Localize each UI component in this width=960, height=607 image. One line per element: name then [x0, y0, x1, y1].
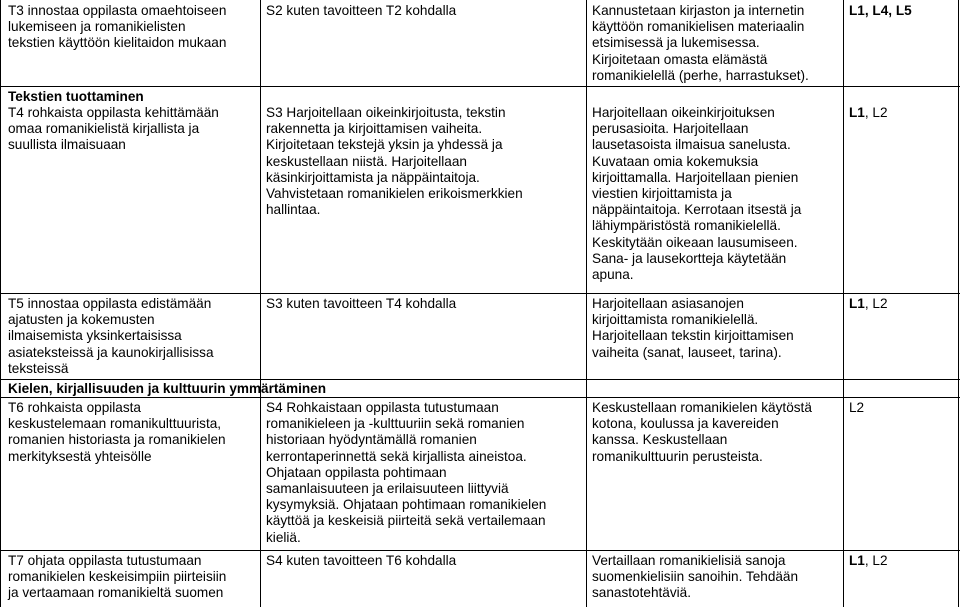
goal-cell-t4: T4 rohkaista oppilasta kehittämään omaa romanikielistä kirjallista ja suullista ilmaisuaan: [8, 105, 219, 153]
activity-cell-t7: Vertaillaan romanikielisiä sanoja suomenkielisiin sanoihin. Tehdään sanastotehtäviä.: [592, 553, 799, 601]
content-cell-t3: S2 kuten tavoitteen T2 kohdalla: [266, 3, 457, 18]
goal-cell-t5: T5 innostaa oppilasta edistämään ajatusten ja kokemusten ilmaisemista yksinkertaisissa asiateksteissä ja kaunokirjallisissa teksteissä: [8, 296, 214, 376]
areas-rest: , L2: [864, 296, 888, 311]
content-cell-t6: S4 Rohkaistaan oppilasta tutustumaan romanikieleen ja -kulttuuriin sekä romanien historiaan hyödyntämällä romanien kerrontaperinnettä sekä kirjallista aineistoa. Ohjataan oppilasta pohtimaan samanlaisuuteen ja erilaisuuteen liittyviä kysymyksiä. Ohjataan pohtimaan romanikielen käyttöä ja keskeisiä piirteitä sekä vertailemaan kieliä.: [266, 400, 547, 545]
areas-bold: L1: [849, 105, 865, 120]
row-divider: [0, 550, 960, 551]
column-divider: [586, 0, 587, 607]
goal-cell-t3: T3 innostaa oppilasta omaehtoiseen lukemiseen ja romanikielisten tekstien käyttöön kielitaidon mukaan: [8, 3, 227, 51]
content-cell-t7: S4 kuten tavoitteen T6 kohdalla: [266, 553, 457, 568]
activity-cell-t3: Kannustetaan kirjaston ja internetin käyttöön romanikielisen materiaalin etsimisessä ja lukemisessa. Kirjoitetaan omasta elämästä romanikielellä (perhe, harrastukset).: [592, 3, 809, 83]
column-divider: [843, 0, 844, 607]
activity-cell-t4: Harjoitellaan oikeinkirjoituksen perusasioita. Harjoitellaan lausetasoista ilmaisua sanelusta. Kuvataan omia kokemuksia kirjoittamalla. Harjoitellaan pienien viestien kirjoittamista ja näppäintaitoja. Kerrotaan itsestä ja lähiympäristöstä romanikielellä. Keskitytään oikeaan lausumiseen. Sana- ja lausekortteja käytetään apuna.: [592, 105, 802, 283]
areas-bold: L1: [849, 553, 865, 568]
section-heading-text-production: Tekstien tuottaminen: [8, 89, 144, 104]
areas-cell-t7: [849, 553, 957, 569]
goal-cell-t6: T6 rohkaista oppilasta keskustelemaan romanikulttuurista, romanien historiasta ja romanikielen merkityksestä yhteisölle: [8, 400, 226, 464]
activity-cell-t5: Harjoitellaan asiasanojen kirjoittamista romanikielellä. Harjoitellaan tekstin kirjoittamisen vaiheita (sanat, lauseet, tarina).: [592, 296, 794, 360]
areas-rest: L2: [849, 400, 865, 415]
areas-rest: , L4, L5: [864, 3, 912, 18]
table-border-right: [958, 0, 959, 607]
areas-cell-t4: [849, 105, 957, 121]
activity-cell-t6: Keskustellaan romanikielen käytöstä kotona, koulussa ja kavereiden kanssa. Keskustellaan romanikulttuurin perusteista.: [592, 400, 812, 464]
row-divider: [0, 379, 960, 380]
content-cell-t5: S3 kuten tavoitteen T4 kohdalla: [266, 296, 457, 311]
content-cell-t4: S3 Harjoitellaan oikeinkirjoitusta, tekstin rakennetta ja kirjoittamisen vaiheita. Kirjoitetaan tekstejä yksin ja yhdessä ja keskustellaan niistä. Harjoitellaan käsinkirjoittamista ja näppäintaitoja. Vahvistetaan romanikielen erikoismerkkien hallintaa.: [266, 105, 523, 218]
section-heading-language-culture: Kielen, kirjallisuuden ja kulttuurin ymmärtäminen: [8, 381, 327, 396]
areas-cell-t3: [849, 3, 957, 19]
column-divider: [260, 0, 261, 607]
areas-rest: , L2: [864, 105, 888, 120]
areas-bold: L1: [849, 296, 865, 311]
row-divider: [0, 86, 960, 87]
areas-bold: L1: [849, 3, 865, 18]
row-divider: [0, 293, 960, 294]
areas-cell-t5: [849, 296, 957, 312]
areas-cell-t6: [849, 400, 957, 416]
areas-rest: , L2: [864, 553, 888, 568]
goal-cell-t7: T7 ohjata oppilasta tutustumaan romanikielen keskeisimpiin piirteisiin ja vertaamaan romanikieltä suomen: [8, 553, 227, 601]
table-border-left: [0, 0, 1, 607]
